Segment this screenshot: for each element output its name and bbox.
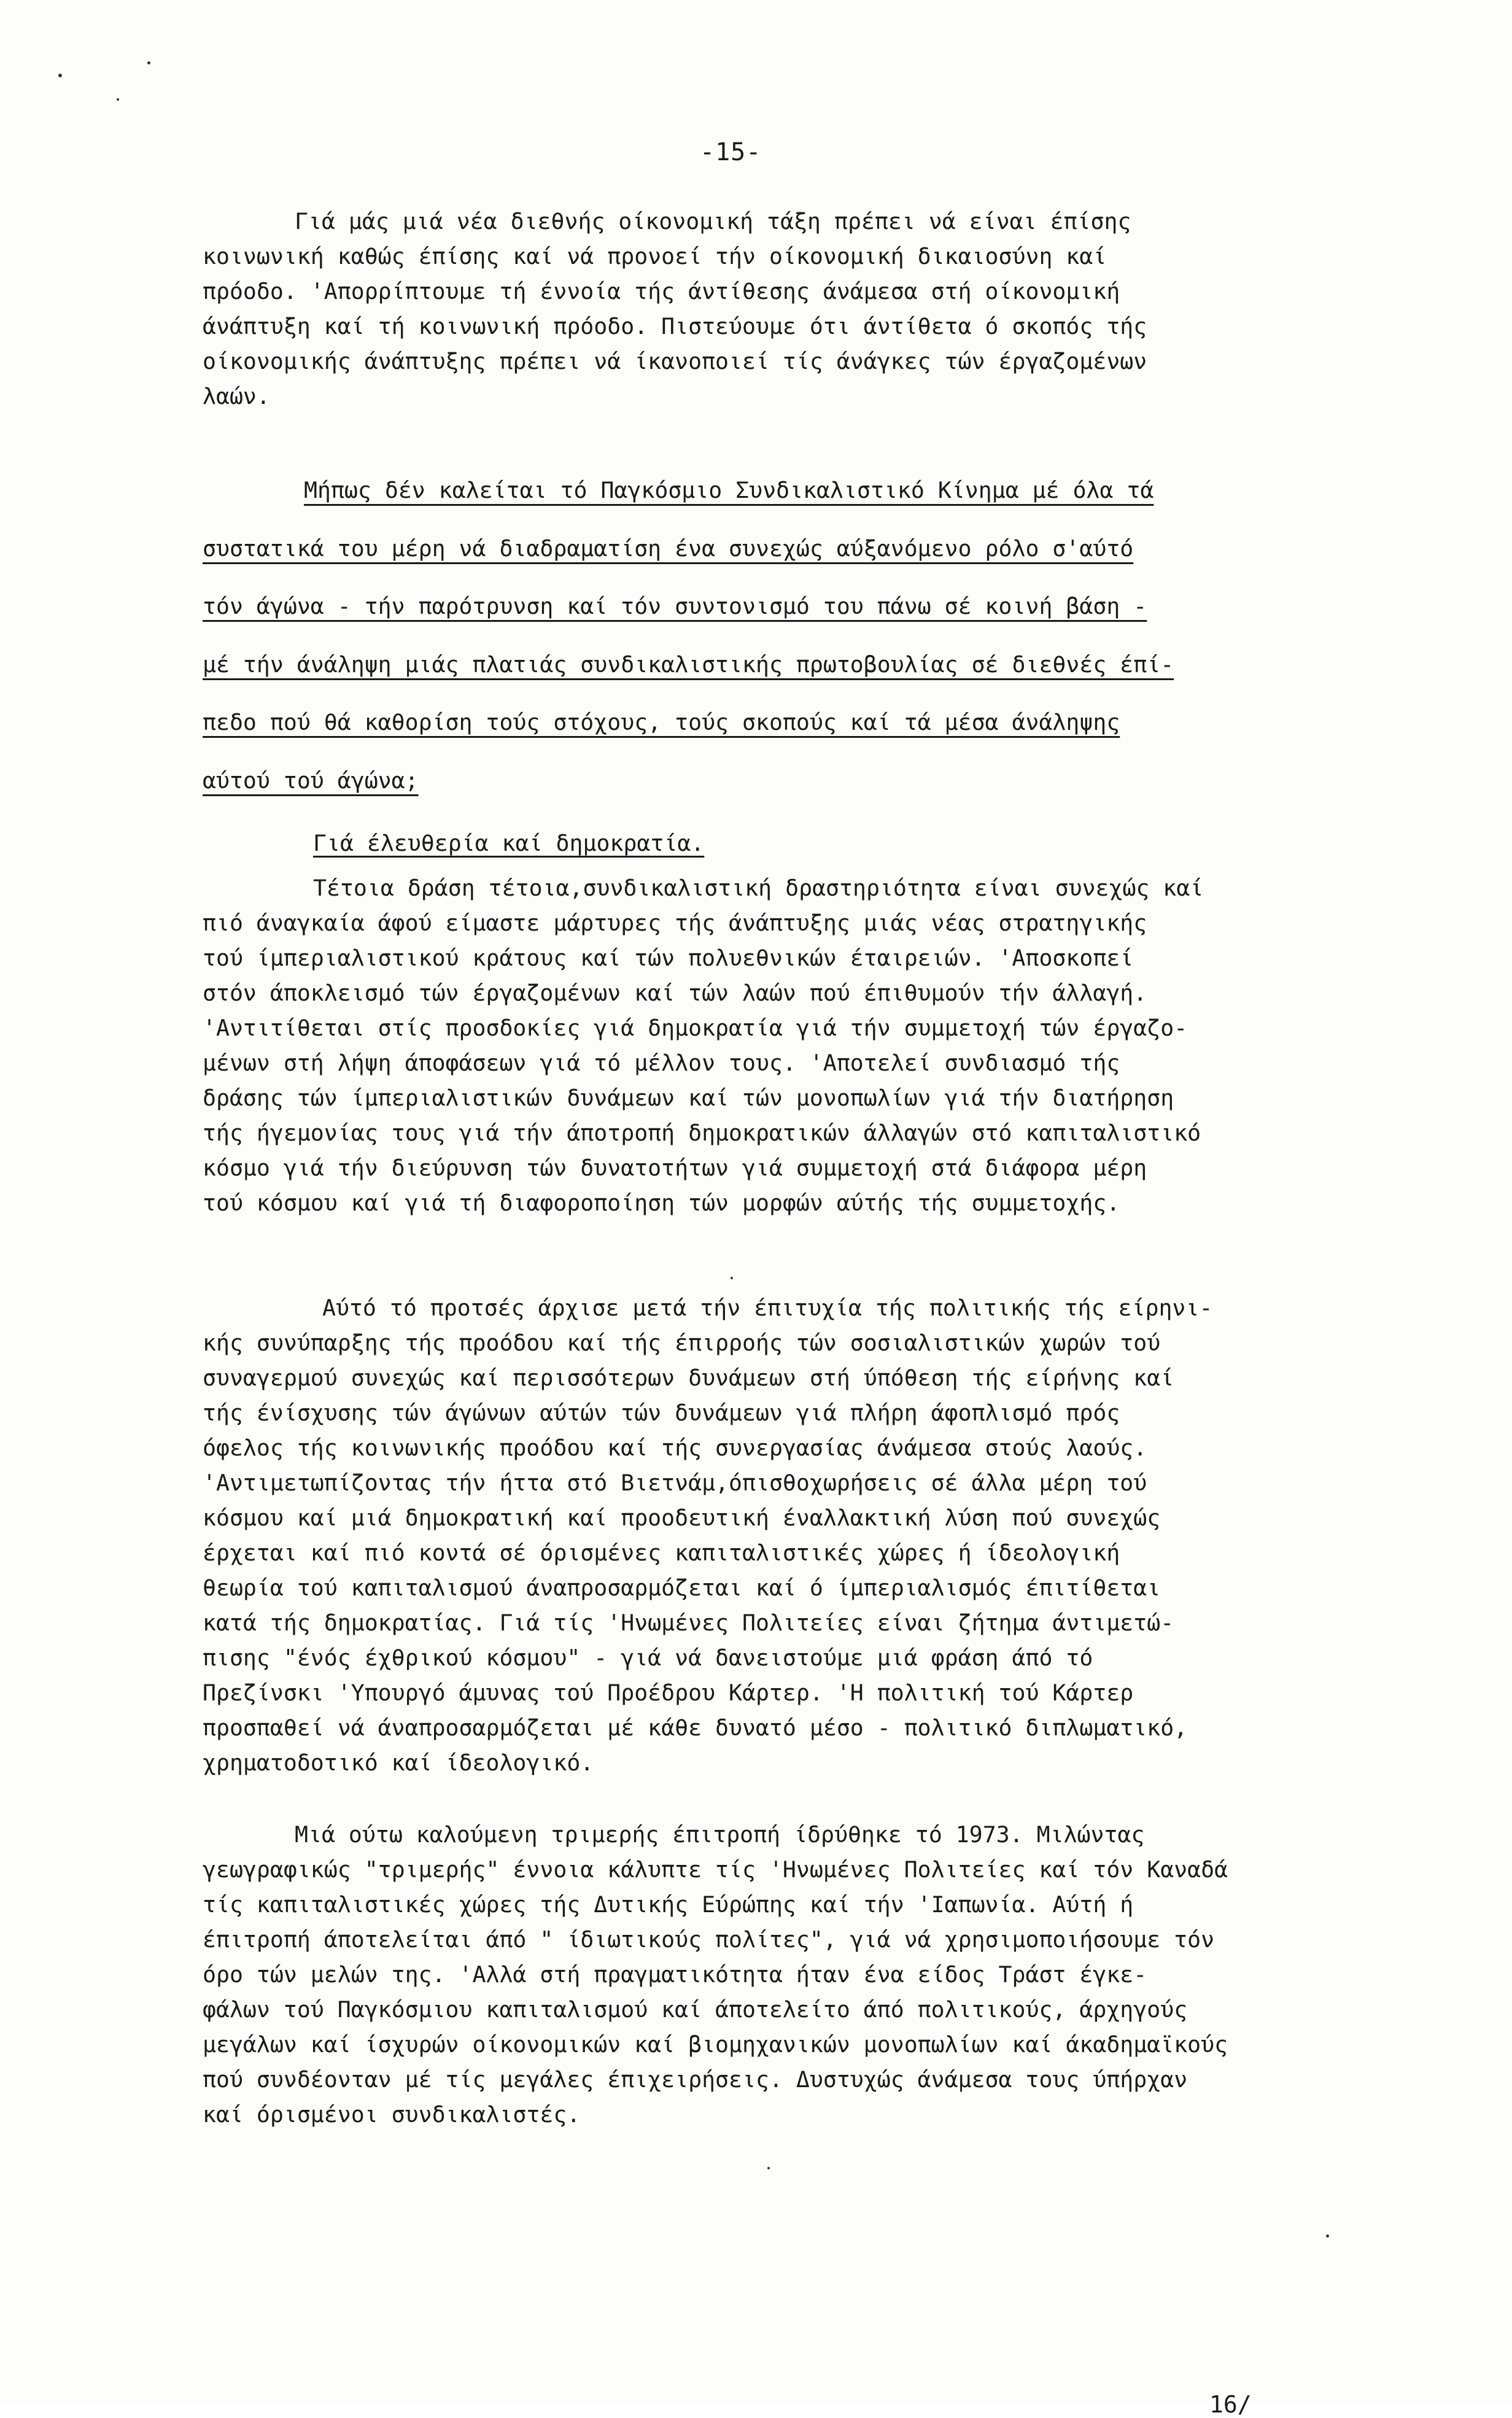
text-line: πισης "ένός έχθρικού κόσμου" - γιά νά δανειστούμε μιά φράση άπό τό [203,1645,1093,1671]
paragraph-action [203,870,1332,1220]
text-line: κοινωνική καθώς έπίσης καί νά προνοεί τήν οίκονομική δικαιοσύνη καί [203,243,1107,269]
text-line: Τέτοια δράση τέτοια,συνδικαλιστική δραστηριότητα είναι συνεχώς καί [313,875,1204,901]
text-line: τής ήγεμονίας τους γιά τήν άποτροπή δημοκρατικών άλλαγών στό καπιταλιστικό [203,1120,1201,1146]
text-line: πεδο πού θά καθορίση τούς στόχους, τούς σκοπούς καί τά μέσα άνάληψης [203,709,1120,735]
text-line: κής συνύπαρξης τής προόδου καί τής έπιρροής τών σοσιαλιστικών χωρών τού [203,1330,1161,1356]
text-line: λαών. [203,383,270,409]
next-page-marker: 16/ [1209,2391,1252,2418]
text-line: χρηματοδοτικό καί ίδεολογικό. [203,1750,594,1776]
text-line: μεγάλων καί ίσχυρών οίκονομικών καί βιομηχανικών μονοπωλίων καί άκαδημαϊκούς [203,2031,1228,2058]
text-line: έπιτροπή άποτελείται άπό " ίδιωτικούς πολίτες", γιά νά χρησιμοποιήσουμε τόν [203,1926,1215,1953]
text-line: 'Αντιτίθεται στίς προσδοκίες γιά δημοκρατία γιά τήν συμμετοχή τών έργαζο- [203,1015,1188,1041]
text-line: Μιά ούτω καλούμενη τριμερής έπιτροπή ίδρύθηκε τό 1973. Μιλώντας [295,1821,1145,1848]
text-line: συστατικά του μέρη νά διαδραματίση ένα συνεχώς αύξανόμενο ρόλο σ'αύτό [203,535,1134,562]
text-line: πιό άναγκαία άφού είμαστε μάρτυρες τής άνάπτυξης μιάς νέας στρατηγικής [203,910,1147,936]
text-line: κόσμου καί μιά δημοκρατική καί προοδευτική έναλλακτική λύση πού συνεχώς [203,1505,1161,1531]
page-number: -15- [700,138,762,166]
scan-speck [58,74,62,77]
scan-speck [731,1277,733,1279]
scan-speck [117,98,119,101]
text-line: στόν άποκλεισμό τών έργαζομένων καί τών λαών πού έπιθυμούν τήν άλλαγή. [203,980,1147,1006]
text-line: αύτού τού άγώνα; [203,767,419,794]
heading-text: Γιά έλευθερία καί δημοκρατία. [313,830,705,856]
paragraph-economic-order [203,204,1332,414]
text-line: όφελος τής κοινωνικής προόδου καί τής συνεργασίας άνάμεσα στούς λαούς. [203,1435,1147,1461]
paragraph-process [203,1290,1332,1780]
text-line: Πρεζίνσκι 'Υπουργό άμυνας τού Προέδρου Κάρτερ. 'Η πολιτική τού Κάρτερ [203,1680,1134,1706]
text-line: όρο τών μελών της. 'Αλλά στή πραγματικότητα ήταν ένα είδος Τράστ έγκε- [203,1961,1147,1988]
text-line: Μήπως δέν καλείται τό Παγκόσμιο Συνδικαλιστικό Κίνημα μέ όλα τά [304,477,1154,503]
text-line: Αύτό τό προτσές άρχισε μετά τήν έπιτυχία τής πολιτικής τής είρηνι- [322,1295,1213,1321]
text-line: 'Αντιμετωπίζοντας τήν ήττα στό Βιετνάμ,όπισθοχωρήσεις σέ άλλα μέρη τού [203,1470,1147,1496]
text-line: τής ένίσχυσης τών άγώνων αύτών τών δυνάμεων γιά πλήρη άφοπλισμό πρός [203,1400,1120,1426]
text-line: συναγερμού συνεχώς καί περισσότερων δυνάμεων στή ύπόθεση τής είρήνης καί [203,1365,1174,1391]
text-line: θεωρία τού καπιταλισμού άναπροσαρμόζεται καί ό ίμπεριαλισμός έπιτίθεται [203,1575,1161,1601]
text-line: Γιά μάς μιά νέα διεθνής οίκονομική τάξη πρέπει νά είναι έπίσης [295,208,1131,234]
text-line: προσπαθεί νά άναπροσαρμόζεται μέ κάθε δυνατό μέσο - πολιτικό διπλωματικό, [203,1715,1188,1741]
text-line: τού ίμπεριαλιστικού κράτους καί τών πολυεθνικών έταιρειών. 'Αποσκοπεί [203,945,1134,971]
text-line: φάλων τού Παγκόσμιου καπιταλισμού καί άποτελείτο άπό πολιτικούς, άρχηγούς [203,1996,1188,2023]
text-line: κόσμο γιά τήν διεύρυνση τών δυνατοτήτων γιά συμμετοχή στά διάφορα μέρη [203,1155,1147,1181]
text-line: τίς καπιταλιστικές χώρες τής Δυτικής Εύρώπης καί τήν 'Ιαπωνία. Αύτή ή [203,1891,1134,1918]
text-line: πού συνδέονταν μέ τίς μεγάλες έπιχειρήσεις. Δυστυχώς άνάμεσα τους ύπήρχαν [203,2066,1188,2093]
scan-speck [767,2167,770,2169]
text-line: γεωγραφικώς "τριμερής" έννοια κάλυπτε τίς 'Ηνωμένες Πολιτείες καί τόν Καναδά [203,1856,1228,1883]
text-line: άνάπτυξη καί τή κοινωνική πρόοδο. Πιστεύουμε ότι άντίθετα ό σκοπός τής [203,313,1147,339]
text-line: έρχεται καί πιό κοντά σέ όρισμένες καπιταλιστικές χώρες ή ίδεολογική [203,1540,1120,1566]
text-line: τού κόσμου καί γιά τή διαφοροποίηση τών μορφών αύτής τής συμμετοχής. [203,1190,1120,1216]
text-line: οίκονομικής άνάπτυξης πρέπει νά ίκανοποιεί τίς άνάγκες τών έργαζομένων [203,348,1147,374]
section-heading [203,826,1332,861]
text-line: καί όρισμένοι συνδικαλιστές. [203,2101,581,2128]
text-line: δράσης τών ίμπεριαλιστικών δυνάμεων καί τών μονοπωλίων γιά τήν διατήρηση [203,1085,1174,1111]
text-line: μέ τήν άνάληψη μιάς πλατιάς συνδικαλιστικής πρωτοβουλίας σέ διεθνές έπί- [203,651,1174,678]
scan-speck [1326,2234,1329,2238]
text-line: πρόοδο. 'Απορρίπτουμε τή έννοία τής άντίθεσης άνάμεσα στή οίκονομική [203,278,1120,304]
text-line: μένων στή λήψη άποφάσεων γιά τό μέλλον τους. 'Αποτελεί συνδιασμό τής [203,1050,1120,1076]
text-line: κατά τής δημοκρατίας. Γιά τίς 'Ηνωμένες Πολιτείες είναι ζήτημα άντιμετώ- [203,1610,1174,1636]
scan-speck [147,61,150,64]
paragraph-trilateral-commission [203,1817,1332,2132]
text-line: τόν άγώνα - τήν παρότρυνση καί τόν συντονισμό του πάνω σέ κοινή βάση - [203,593,1147,619]
paragraph-underlined-question [203,462,1332,810]
